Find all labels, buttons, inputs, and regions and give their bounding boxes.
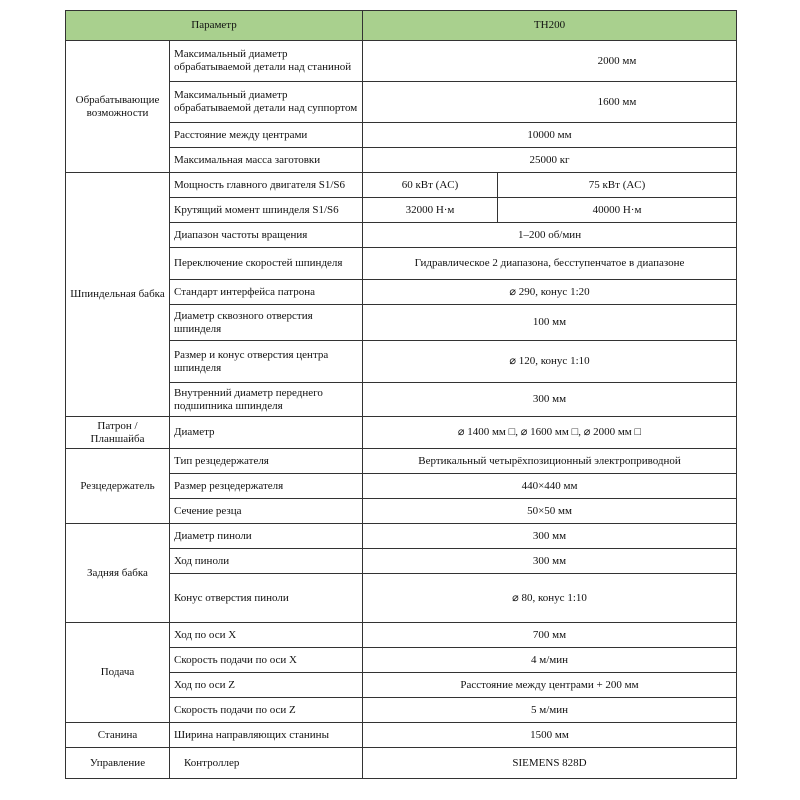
row-label: Ход по оси Z <box>170 673 363 698</box>
group-capability: Обрабатывающие возможности <box>66 41 170 173</box>
group-tailstock: Задняя бабка <box>66 524 170 623</box>
row-label: Расстояние между центрами <box>170 123 363 148</box>
row-value-s6: 75 кВт (AC) <box>498 173 737 198</box>
row-value: 25000 кг <box>363 148 737 173</box>
table-row <box>66 723 737 748</box>
row-label: Внутренний диаметр переднего подшипника шпинделя <box>170 383 363 417</box>
spec-table <box>65 10 737 779</box>
row-label: Стандарт интерфейса патрона <box>170 280 363 305</box>
row-value: ⌀ 290, конус 1:20 <box>363 280 737 305</box>
row-value: 700 мм <box>363 623 737 648</box>
table-row <box>66 623 737 648</box>
row-label: Ширина направляющих станины <box>170 723 363 748</box>
row-label: Переключение скоростей шпинделя <box>170 248 363 280</box>
row-value: ⌀ 80, конус 1:10 <box>363 574 737 623</box>
row-value: Расстояние между центрами + 200 мм <box>363 673 737 698</box>
row-value: 4 м/мин <box>363 648 737 673</box>
row-label: Размер резцедержателя <box>170 474 363 499</box>
row-value: ⌀ 1400 мм □, ⌀ 1600 мм □, ⌀ 2000 мм □ <box>363 417 737 449</box>
row-label: Диапазон частоты вращения <box>170 223 363 248</box>
row-label: Максимальный диаметр обрабатываемой детали над суппортом <box>170 82 363 123</box>
row-value-s6: 40000 Н·м <box>498 198 737 223</box>
group-feed: Подача <box>66 623 170 723</box>
row-value: 300 мм <box>363 549 737 574</box>
row-value: Гидравлическое 2 диапазона, бесступенчатое в диапазоне <box>363 248 737 280</box>
row-value: 440×440 мм <box>363 474 737 499</box>
row-value: Вертикальный четырёхпозиционный электроприводной <box>363 449 737 474</box>
row-value: 10000 мм <box>363 123 737 148</box>
row-label: Скорость подачи по оси X <box>170 648 363 673</box>
row-label: Максимальная масса заготовки <box>170 148 363 173</box>
row-label: Крутящий момент шпинделя S1/S6 <box>170 198 363 223</box>
group-control: Управление <box>66 748 170 779</box>
row-value: 1500 мм <box>363 723 737 748</box>
row-label: Ход по оси X <box>170 623 363 648</box>
row-value: 1–200 об/мин <box>363 223 737 248</box>
row-label: Конус отверстия пиноли <box>170 574 363 623</box>
table-row <box>66 417 737 449</box>
param-column-header: Параметр <box>66 11 363 41</box>
row-value: 2000 мм <box>363 41 737 82</box>
table-row <box>66 449 737 474</box>
row-label: Мощность главного двигателя S1/S6 <box>170 173 363 198</box>
row-value: 100 мм <box>363 305 737 341</box>
table-header-row <box>66 11 737 41</box>
group-chuck: Патрон / Планшайба <box>66 417 170 449</box>
row-value-s1: 32000 Н·м <box>363 198 498 223</box>
row-value: SIEMENS 828D <box>363 748 737 779</box>
row-value-s1: 60 кВт (AC) <box>363 173 498 198</box>
row-label: Размер и конус отверстия центра шпинделя <box>170 341 363 383</box>
group-toolholder: Резцедержатель <box>66 449 170 524</box>
row-label: Максимальный диаметр обрабатываемой детали над станиной <box>170 41 363 82</box>
group-headstock: Шпиндельная бабка <box>66 173 170 417</box>
row-label: Диаметр <box>170 417 363 449</box>
row-label: Ход пиноли <box>170 549 363 574</box>
row-value: ⌀ 120, конус 1:10 <box>363 341 737 383</box>
model-column-header: TH200 <box>363 11 737 41</box>
row-label: Сечение резца <box>170 499 363 524</box>
table-row <box>66 173 737 198</box>
row-value: 5 м/мин <box>363 698 737 723</box>
group-bed: Станина <box>66 723 170 748</box>
row-label: Скорость подачи по оси Z <box>170 698 363 723</box>
table-row <box>66 41 737 82</box>
row-value: 300 мм <box>363 524 737 549</box>
table-row <box>66 748 737 779</box>
row-value: 1600 мм <box>363 82 737 123</box>
row-value: 300 мм <box>363 383 737 417</box>
row-label: Тип резцедержателя <box>170 449 363 474</box>
row-label: Диаметр пиноли <box>170 524 363 549</box>
table-row <box>66 524 737 549</box>
row-value: 50×50 мм <box>363 499 737 524</box>
row-label: Диаметр сквозного отверстия шпинделя <box>170 305 363 341</box>
row-label: Контроллер <box>170 748 363 779</box>
